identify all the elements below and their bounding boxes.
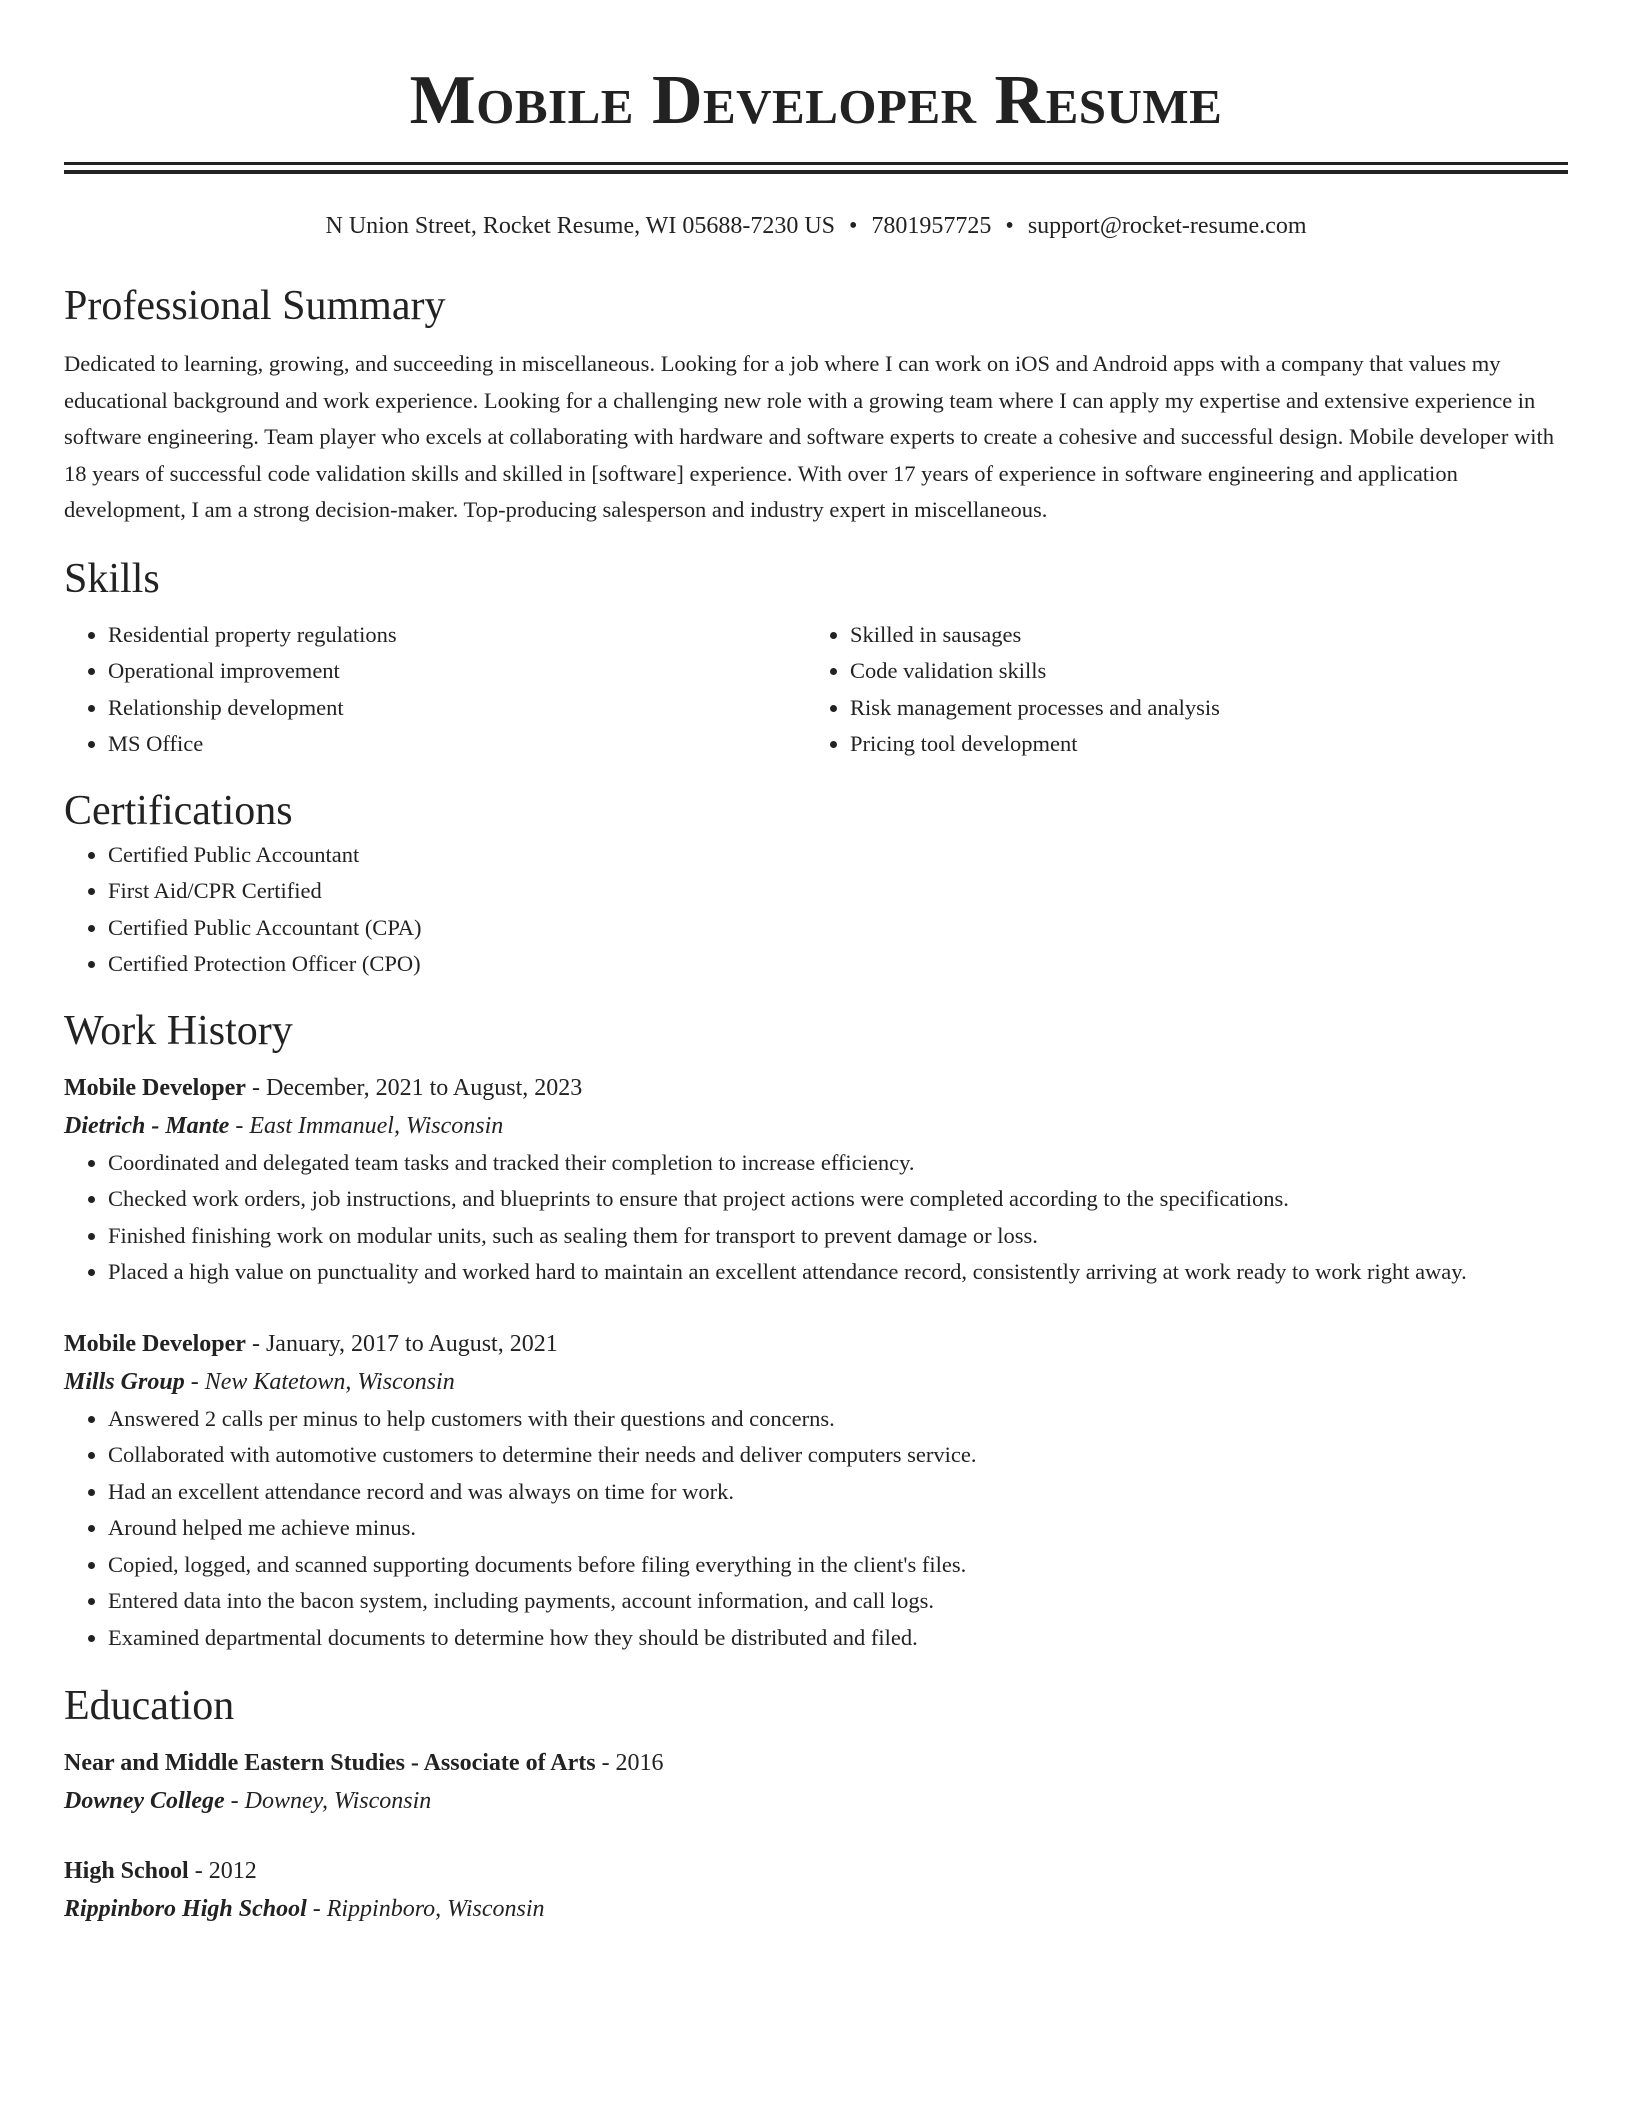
education-degree-line [64, 1852, 1568, 1890]
education-heading: Education [64, 1683, 235, 1729]
job-location: - East Immanuel, Wisconsin [229, 1112, 504, 1139]
education-school-line [64, 1890, 1568, 1928]
job-duty-item: • Copied, logged, and scanned supporting documents before filing everything in the client's files. [108, 1547, 1568, 1584]
contact-phone: 7801957725 [871, 213, 992, 239]
job-duty-item: • Collaborated with automotive customers to determine their needs and deliver computers service. [108, 1437, 1568, 1474]
summary-heading: Professional Summary [64, 283, 446, 329]
contact-address: N Union Street, Rocket Resume, WI 05688-7230 US [325, 213, 835, 239]
education-year: - 2016 [595, 1750, 664, 1776]
job-company: Mills Group [64, 1368, 185, 1395]
skill-item: • MS Office [108, 726, 806, 763]
education-degree: High School [64, 1858, 189, 1884]
skills-list-left [64, 617, 806, 763]
contact-email: support@rocket-resume.com [1027, 213, 1307, 239]
contact-line [64, 210, 1568, 242]
contact-separator: • [1005, 213, 1014, 239]
job-duty-item: • Around helped me achieve minus. [108, 1510, 1568, 1547]
job-location: - New Katetown, Wisconsin [184, 1368, 455, 1395]
job-duty-item: • Coordinated and delegated team tasks and tracked their completion to increase efficiency. [108, 1145, 1568, 1182]
skill-item: • Pricing tool development [850, 726, 1548, 763]
job-duty-item: • Checked work orders, job instructions, and blueprints to ensure that project actions were completed according to the specifications. [108, 1181, 1568, 1218]
job-duty-item: • Entered data into the bacon system, including payments, account information, and call logs. [108, 1583, 1568, 1620]
job-duties-list [64, 1145, 1568, 1291]
job-dates: - January, 2017 to August, 2021 [245, 1330, 558, 1357]
education-entry [64, 1852, 1568, 1928]
job-duties-list [64, 1401, 1568, 1657]
education-degree: Near and Middle Eastern Studies - Associate of Arts [64, 1750, 596, 1776]
skills-column-left [64, 617, 806, 763]
certification-item: • First Aid/CPR Certified [108, 873, 1568, 910]
job-company-line [64, 1363, 1568, 1401]
education-year: - 2012 [188, 1858, 257, 1884]
job-company: Dietrich - Mante [64, 1112, 230, 1139]
skills-heading: Skills [64, 555, 160, 602]
job-duty-item: • Placed a high value on punctuality and worked hard to maintain an excellent attendance record, consistently arriving at work ready to work right away. [108, 1254, 1568, 1291]
job-company-line [64, 1107, 1568, 1145]
education-entry [64, 1744, 1568, 1820]
job-duty-item: • Finished finishing work on modular units, such as sealing them for transport to prevent damage or loss. [108, 1218, 1568, 1255]
skill-item: • Skilled in sausages [850, 617, 1548, 654]
education-location: - Downey, Wisconsin [224, 1788, 432, 1814]
certification-item: • Certified Protection Officer (CPO) [108, 946, 1568, 983]
skill-item: • Operational improvement [108, 653, 806, 690]
job-dates: - December, 2021 to August, 2023 [245, 1074, 583, 1101]
skills-grid [64, 617, 1568, 763]
certification-item: • Certified Public Accountant (CPA) [108, 910, 1568, 947]
education-location: - Rippinboro, Wisconsin [306, 1896, 545, 1922]
contact-separator: • [849, 213, 858, 239]
certifications-heading: Certifications [64, 787, 293, 834]
job-title-line [64, 1069, 1568, 1107]
education-school: Rippinboro High School [64, 1896, 307, 1922]
education-school: Downey College [64, 1788, 225, 1814]
job-duty-item: • Examined departmental documents to determine how they should be distributed and filed. [108, 1620, 1568, 1657]
work-history-heading: Work History [64, 1007, 293, 1054]
job-entry [64, 1325, 1568, 1657]
certifications-list [64, 837, 1568, 983]
skill-item: • Code validation skills [850, 653, 1548, 690]
skill-item: • Risk management processes and analysis [850, 690, 1548, 727]
certification-item: • Certified Public Accountant [108, 837, 1568, 874]
resume-title: Mobile Developer Resume [409, 62, 1223, 139]
job-title: Mobile Developer [64, 1074, 246, 1101]
job-title: Mobile Developer [64, 1330, 246, 1357]
summary-text: Dedicated to learning, growing, and succeeding in miscellaneous. Looking for a job where I can work on iOS and Android apps with a company that values my educational background and work experience. Looking for a challenging new role with a growing team where I can apply my expertise and extensive experience in software engineering. Team player who excels at collaborating with hardware and software experts to create a cohesive and successful design. Mobile developer with 18 years of successful code validation skills and skilled in [software] experience. With over 17 years of experience in software engineering and application development, I am a strong decision-maker. Top-producing salesperson and industry expert in miscellaneous. [64, 351, 1554, 522]
skill-item: • Residential property regulations [108, 617, 806, 654]
skills-list-right [806, 617, 1548, 763]
education-school-line [64, 1782, 1568, 1820]
skills-column-right [806, 617, 1548, 763]
title-divider [64, 162, 1568, 174]
education-degree-line [64, 1744, 1568, 1782]
job-entry [64, 1069, 1568, 1291]
job-duty-item: • Had an excellent attendance record and was always on time for work. [108, 1474, 1568, 1511]
job-duty-item: • Answered 2 calls per minus to help customers with their questions and concerns. [108, 1401, 1568, 1438]
skill-item: • Relationship development [108, 690, 806, 727]
job-title-line [64, 1325, 1568, 1363]
